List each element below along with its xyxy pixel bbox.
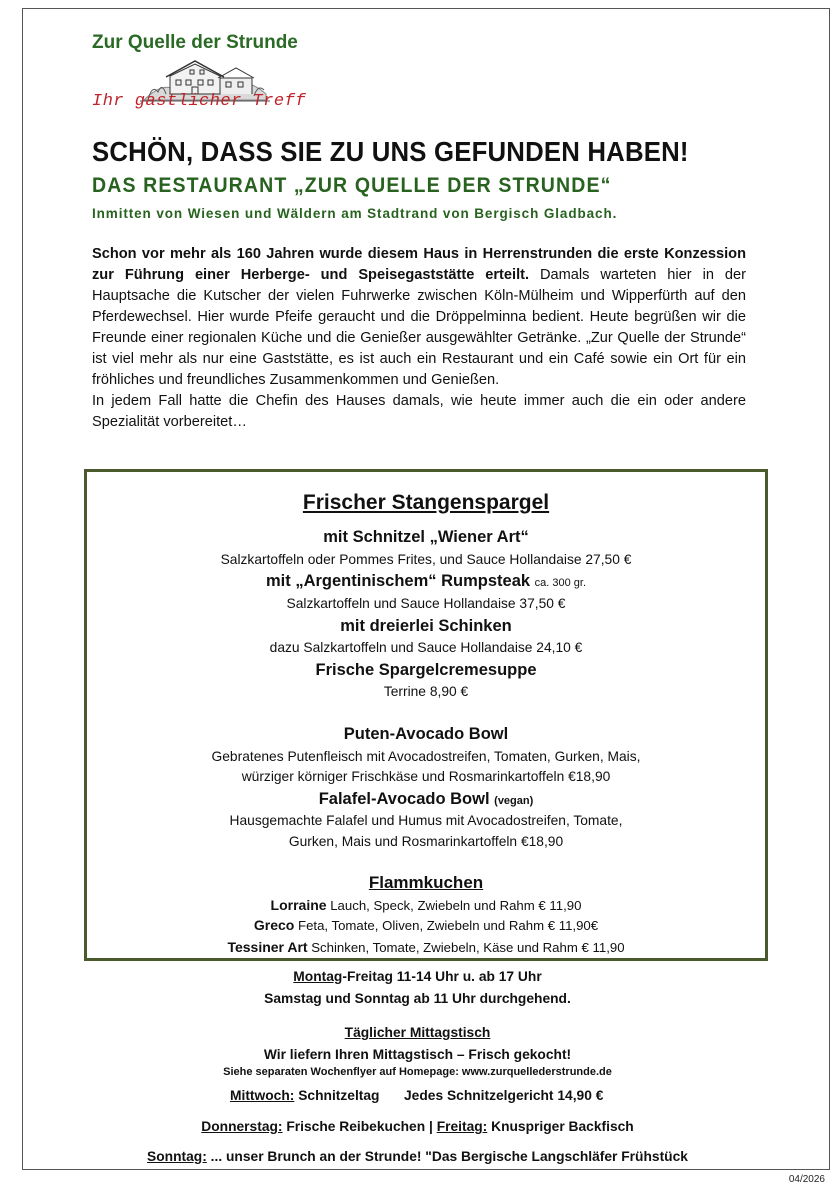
- menu-box: [84, 469, 768, 961]
- thursday-label: Donnerstag:: [201, 1119, 283, 1134]
- intro-bold-text: Schon vor mehr als 160 Jahren wurde diesem Haus in Herrenstrunden die erste Konzession zur Führung einer Herberge- und Speisegaststätte erteilt.: [92, 246, 746, 283]
- restaurant-logo: [92, 32, 342, 116]
- weekday-label: Montag: [293, 969, 343, 984]
- flammkuchen-item: [87, 939, 765, 955]
- weekend-hours: Samstag und Sonntag ab 11 Uhr durchgehend.: [264, 991, 571, 1006]
- menu-item-desc: Salzkartoffeln und Sauce Hollandaise 37,50 €: [286, 596, 566, 611]
- vegan-note: (vegan): [494, 795, 534, 807]
- friday-label: Freitag:: [436, 1119, 488, 1134]
- menu-item-title: Frische Spargelcremesuppe: [315, 661, 537, 679]
- thursday-text: Frische Reibekuchen |: [282, 1119, 437, 1134]
- intro-text: [92, 244, 746, 433]
- flammkuchen-name: Tessiner Art: [227, 939, 308, 955]
- weekday-hours: [0, 969, 835, 984]
- flammkuchen-desc: Feta, Tomate, Oliven, Zwiebeln und Rahm € 11,90€: [294, 918, 599, 933]
- wednesday-text: Schnitzeltag: [294, 1088, 380, 1103]
- wednesday-price: Jedes Schnitzelgericht 14,90 €: [404, 1088, 604, 1103]
- friday-text: Knuspriger Backfisch: [487, 1119, 634, 1134]
- lunch-title: Täglicher Mittagstisch: [344, 1025, 491, 1040]
- logo-slogan: Ihr gastlicher Treff: [92, 92, 307, 111]
- intro-paragraph-2: In jedem Fall hatte die Chefin des Hauses damals, wie heute immer auch die ein oder andere Spezialität vorbereitet…: [92, 393, 746, 430]
- flammkuchen-title: Flammkuchen: [368, 873, 484, 892]
- bowl-title: Puten-Avocado Bowl: [343, 725, 509, 743]
- menu-item-desc: dazu Salzkartoffeln und Sauce Hollandaise 24,10 €: [269, 640, 583, 655]
- location-tagline: Inmitten von Wiesen und Wäldern am Stadtrand von Bergisch Gladbach.: [92, 206, 618, 221]
- flammkuchen-desc: Lauch, Speck, Zwiebeln und Rahm € 11,90: [326, 898, 582, 913]
- menu-item-desc: Salzkartoffeln oder Pommes Frites, und Sauce Hollandaise 27,50 €: [220, 552, 632, 567]
- menu-item-title-text: mit „Argentinischem“ Rumpsteak: [265, 572, 531, 590]
- date-code: 04/2026: [788, 1174, 825, 1185]
- asparagus-section-title: Frischer Stangenspargel: [302, 491, 550, 514]
- sunday-label: Sonntag:: [147, 1149, 207, 1164]
- weekday-text: -Freitag 11-14 Uhr u. ab 17 Uhr: [342, 969, 542, 984]
- wednesday-label: Mittwoch:: [230, 1088, 295, 1103]
- bowl-desc: Gurken, Mais und Rosmarinkartoffeln €18,90: [288, 834, 564, 849]
- bowl-desc: Gebratenes Putenfleisch mit Avocadostreifen, Tomaten, Gurken, Mais,: [211, 749, 641, 764]
- menu-item-note: ca. 300 gr.: [534, 577, 587, 589]
- bowl-title: [87, 790, 765, 809]
- sunday-row: [0, 1149, 835, 1164]
- menu-item-title: mit Schnitzel „Wiener Art“: [323, 528, 529, 546]
- bowl-desc: würziger körniger Frischkäse und Rosmarinkartoffeln €18,90: [241, 769, 611, 784]
- flammkuchen-item: [87, 917, 765, 933]
- bowl-title-text: Falafel-Avocado Bowl: [318, 790, 490, 808]
- flammkuchen-name: Greco: [253, 917, 295, 933]
- restaurant-subheadline: DAS RESTAURANT „ZUR QUELLE DER STRUNDE“: [92, 174, 612, 197]
- flammkuchen-desc: Schinken, Tomate, Zwiebeln, Käse und Rahm € 11,90: [307, 940, 625, 955]
- intro-body-text: Damals warteten hier in der Hauptsache die Kutscher der vielen Fuhrwerke zwischen Köln-Mülheim und Wipperfürth auf den Pferdewechsel. Hier wurde Pfeife geraucht und die Dröppelminna bedient. Heute begrüßen wir die Freunde einer regionalen Küche und die Genießer ausgewählter Getränke. „Zur Quelle der Strunde“ ist viel mehr als nur eine Gaststätte, es ist auch ein Restaurant und ein Café sowie ein Ort für ein fröhliches und freundliches Zusammenkommen und Genießen.: [92, 267, 746, 388]
- bowl-desc: Hausgemachte Falafel und Humus mit Avocadostreifen, Tomate,: [229, 813, 623, 828]
- thursday-friday-row: [0, 1119, 835, 1134]
- menu-item-title: [87, 572, 765, 591]
- lunch-flyer-note: Siehe separaten Wochenflyer auf Homepage: www.zurquellederstrunde.de: [223, 1066, 612, 1078]
- logo-title: Zur Quelle der Strunde: [92, 32, 298, 53]
- flammkuchen-name: Lorraine: [270, 897, 327, 913]
- menu-item-title: mit dreierlei Schinken: [340, 617, 512, 635]
- lunch-delivery: Wir liefern Ihren Mittagstisch – Frisch gekocht!: [263, 1047, 572, 1062]
- wednesday-row: [230, 1088, 650, 1103]
- page-headline: SCHÖN, DASS SIE ZU UNS GEFUNDEN HABEN!: [92, 136, 689, 167]
- sunday-text: ... unser Brunch an der Strunde! "Das Bergische Langschläfer Frühstück: [206, 1149, 688, 1164]
- menu-item-desc: Terrine 8,90 €: [383, 684, 469, 699]
- intro-paragraph: [92, 244, 746, 391]
- flammkuchen-item: [87, 897, 765, 913]
